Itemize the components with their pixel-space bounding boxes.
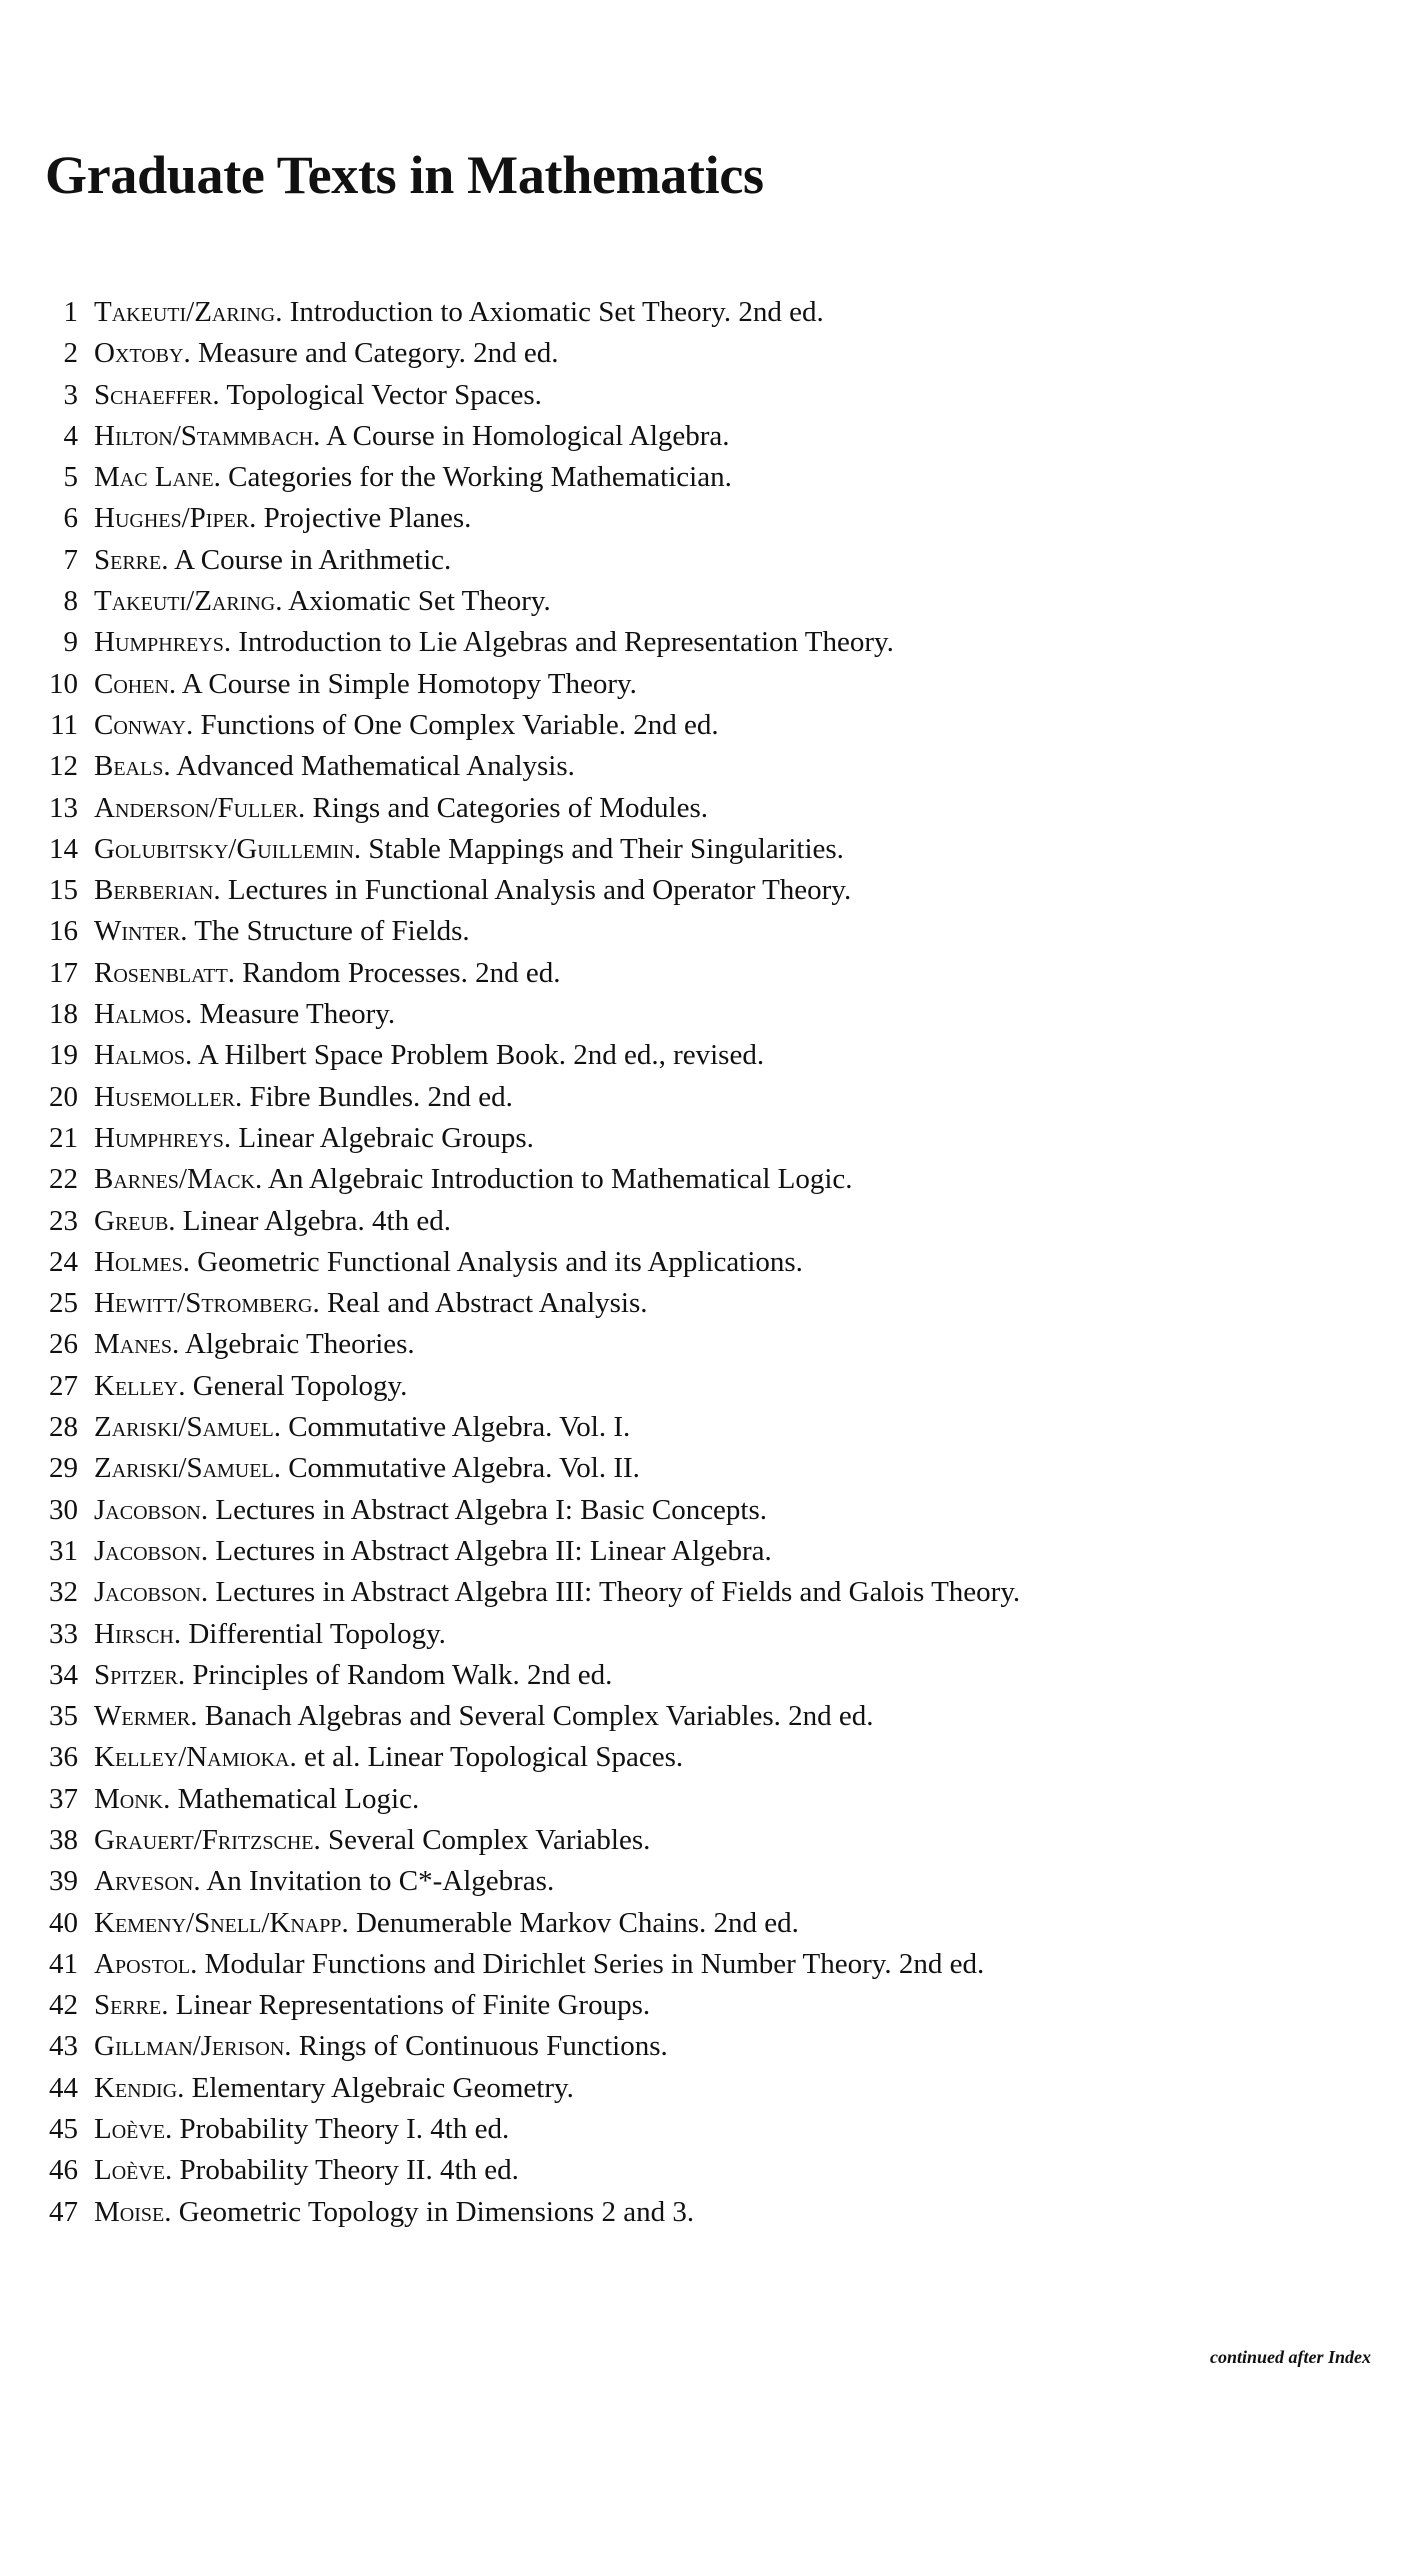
book-title: Lectures in Abstract Algebra I: Basic Concepts. — [215, 1493, 768, 1526]
book-title: The Structure of Fields. — [194, 915, 470, 948]
volume-number: 30 — [49, 1493, 78, 1526]
author-separator: . — [165, 2113, 180, 2146]
volume-number: 21 — [49, 1121, 78, 1154]
volume-number: 29 — [49, 1452, 78, 1485]
book-author: Arveson — [94, 1865, 194, 1898]
book-title: Modular Functions and Dirichlet Series in Number Theory. 2nd ed. — [204, 1947, 985, 1980]
author-separator: . — [190, 1700, 205, 1733]
book-citation — [94, 540, 451, 581]
volume-number: 28 — [49, 1411, 78, 1444]
book-citation — [94, 1903, 799, 1944]
book-author: Takeuti/Zaring — [94, 296, 276, 328]
book-title: Stable Mappings and Their Singularities. — [368, 832, 844, 865]
author-separator: . — [223, 1121, 239, 1154]
book-title: Lectures in Abstract Algebra II: Linear Algebra. — [215, 1534, 772, 1567]
author-separator: . — [341, 1906, 356, 1939]
volume-number: 26 — [49, 1328, 78, 1361]
author-separator: . — [200, 1493, 216, 1526]
author-separator: . — [182, 1245, 198, 1278]
book-author: Wermer — [94, 1700, 191, 1733]
book-citation — [94, 375, 542, 416]
book-citation — [94, 1366, 407, 1407]
volume-number: 13 — [49, 791, 78, 824]
book-title: Banach Algebras and Several Complex Variables. 2nd ed. — [204, 1700, 874, 1733]
volume-number: 46 — [49, 2154, 78, 2187]
author-separator: . — [164, 2195, 179, 2228]
author-separator: . — [185, 708, 201, 741]
book-author: Kemeny/Snell/Knapp — [94, 1906, 342, 1939]
book-citation — [94, 1407, 630, 1448]
book-citation — [94, 1985, 650, 2026]
book-title: A Course in Homological Algebra. — [326, 419, 730, 452]
book-author: Berberian — [94, 874, 214, 907]
volume-number: 23 — [49, 1204, 78, 1237]
author-separator: . — [254, 1163, 268, 1196]
book-citation — [94, 1820, 650, 1861]
book-title: Advanced Mathematical Analysis. — [176, 750, 575, 783]
book-citation — [94, 1448, 640, 1489]
volume-number: 47 — [49, 2195, 78, 2228]
book-title: Lectures in Functional Analysis and Operator Theory. — [227, 874, 852, 907]
author-separator: . — [161, 1989, 176, 2022]
volume-number: 1 — [63, 296, 78, 328]
book-title: Fibre Bundles. 2nd ed. — [249, 1080, 513, 1113]
book-citation — [94, 457, 732, 498]
volume-number: 5 — [63, 461, 78, 494]
book-title: Categories for the Working Mathematician. — [228, 461, 732, 494]
book-title: Linear Algebra. 4th ed. — [182, 1204, 451, 1237]
book-citation — [94, 1655, 612, 1696]
book-author: Hughes/Piper — [94, 502, 250, 535]
book-author: Loève — [94, 2154, 166, 2187]
book-author: Cohen — [94, 667, 169, 700]
volume-number: 37 — [49, 1782, 78, 1815]
book-title: Several Complex Variables. — [327, 1823, 651, 1856]
book-title: Linear Representations of Finite Groups. — [175, 1989, 651, 2022]
book-title: A Hilbert Space Problem Book. 2nd ed., revised. — [197, 1039, 765, 1072]
book-title: Introduction to Axiomatic Set Theory. 2nd ed. — [289, 296, 824, 328]
volume-number: 4 — [63, 419, 78, 452]
book-citation — [94, 788, 708, 829]
book-author: Zariski/Samuel — [94, 1411, 274, 1444]
author-separator: . — [178, 1369, 193, 1402]
book-title: An Invitation to C*-Algebras. — [206, 1865, 555, 1898]
book-citation — [94, 1572, 1020, 1613]
book-author: Kendig — [94, 2071, 178, 2104]
volume-number: 45 — [49, 2113, 78, 2146]
author-separator: . — [163, 750, 177, 783]
volume-number: 25 — [49, 1287, 78, 1320]
book-author: Halmos — [94, 998, 185, 1031]
volume-number: 10 — [49, 667, 78, 700]
book-author: Jacobson — [94, 1534, 201, 1567]
book-author: Rosenblatt — [94, 956, 228, 989]
book-title: Measure and Category. 2nd ed. — [197, 337, 559, 370]
book-author: Humphreys — [94, 626, 224, 659]
book-author: Hirsch — [94, 1617, 174, 1650]
author-separator: . — [313, 419, 327, 452]
book-citation — [94, 1944, 984, 1985]
book-author: Jacobson — [94, 1493, 201, 1526]
book-citation — [94, 994, 395, 1035]
author-separator: . — [289, 1741, 304, 1774]
book-author: Serre — [94, 543, 162, 576]
volume-number: 43 — [49, 2030, 78, 2063]
author-separator: . — [177, 1658, 193, 1691]
book-citation — [94, 1035, 764, 1076]
book-author: Manes — [94, 1328, 173, 1361]
author-separator: . — [161, 543, 175, 576]
book-author: Monk — [94, 1782, 164, 1815]
book-title: An Algebraic Introduction to Mathematical Logic. — [267, 1163, 853, 1196]
volume-number: 6 — [63, 502, 78, 535]
volume-number: 9 — [63, 626, 78, 659]
author-separator: . — [284, 2030, 299, 2063]
book-title: Commutative Algebra. Vol. I. — [288, 1411, 631, 1444]
book-author: Jacobson — [94, 1576, 201, 1609]
book-author: Spitzer — [94, 1658, 178, 1691]
volume-number: 33 — [49, 1617, 78, 1650]
volume-number: 44 — [49, 2071, 78, 2104]
book-title: A Course in Simple Homotopy Theory. — [181, 667, 637, 700]
book-title: Probability Theory I. 4th ed. — [179, 2113, 510, 2146]
author-separator: . — [213, 461, 229, 494]
book-author: Schaeffer — [94, 378, 213, 411]
book-citation — [94, 1118, 534, 1159]
book-title: Commutative Algebra. Vol. II. — [288, 1452, 640, 1485]
volume-number: 11 — [50, 708, 78, 741]
volume-number: 36 — [49, 1741, 78, 1774]
book-author: Winter — [94, 915, 181, 948]
book-citation — [94, 829, 844, 870]
volume-number: 8 — [63, 585, 78, 618]
book-citation — [94, 2150, 519, 2191]
book-author: Hewitt/Stromberg — [94, 1287, 313, 1320]
author-separator: . — [298, 791, 313, 824]
book-citation — [94, 664, 637, 705]
book-title: Random Processes. 2nd ed. — [242, 956, 561, 989]
volume-number: 39 — [49, 1865, 78, 1898]
book-author: Gillman/Jerison — [94, 2030, 285, 2063]
book-title: Geometric Functional Analysis and its Applications. — [197, 1245, 803, 1278]
author-separator: . — [184, 998, 200, 1031]
author-separator: . — [312, 1287, 327, 1320]
volume-number: 27 — [49, 1369, 78, 1402]
book-title: Principles of Random Walk. 2nd ed. — [192, 1658, 613, 1691]
book-title: et al. Linear Topological Spaces. — [303, 1741, 684, 1774]
book-author: Oxtoby — [94, 337, 184, 370]
volume-number: 41 — [49, 1947, 78, 1980]
book-title: Topological Vector Spaces. — [226, 378, 542, 411]
volume-number: 24 — [49, 1245, 78, 1278]
book-author: Humphreys — [94, 1121, 224, 1154]
author-separator: . — [200, 1534, 216, 1567]
author-separator: . — [275, 296, 290, 328]
author-separator: . — [193, 1865, 207, 1898]
book-author: Halmos — [94, 1039, 185, 1072]
book-citation — [94, 1614, 446, 1655]
volume-number: 42 — [49, 1989, 78, 2022]
author-separator: . — [313, 1823, 328, 1856]
volume-number: 7 — [63, 543, 78, 576]
book-author: Apostol — [94, 1947, 191, 1980]
book-author: Kelley — [94, 1369, 179, 1402]
book-citation — [94, 1861, 554, 1902]
volume-number: 32 — [49, 1576, 78, 1609]
book-citation — [94, 1201, 451, 1242]
book-title: Rings and Categories of Modules. — [312, 791, 708, 824]
author-separator: . — [249, 502, 264, 535]
book-citation — [94, 2109, 509, 2150]
author-separator: . — [273, 1411, 289, 1444]
author-separator: . — [165, 2154, 180, 2187]
book-author: Kelley/Namioka — [94, 1741, 290, 1774]
volume-number: 34 — [49, 1658, 78, 1691]
volume-number: 3 — [63, 378, 78, 411]
book-citation — [94, 2026, 668, 2067]
volume-number: 18 — [49, 998, 78, 1031]
book-author: Beals — [94, 750, 164, 783]
book-author: Anderson/Fuller — [94, 791, 299, 824]
book-title: Differential Topology. — [188, 1617, 446, 1650]
book-title: A Course in Arithmetic. — [174, 543, 452, 576]
volume-number: 35 — [49, 1700, 78, 1733]
book-citation — [94, 2068, 574, 2109]
book-author: Conway — [94, 708, 186, 741]
author-separator: . — [163, 1782, 178, 1815]
book-author: Moise — [94, 2195, 165, 2228]
author-separator: . — [168, 1204, 183, 1237]
book-citation — [94, 498, 471, 539]
volume-number: 14 — [49, 832, 78, 865]
book-citation — [94, 1324, 415, 1365]
book-citation — [94, 333, 558, 374]
book-citation — [94, 416, 730, 457]
book-title: Introduction to Lie Algebras and Representation Theory. — [238, 626, 894, 659]
author-separator: . — [212, 378, 227, 411]
book-title: Measure Theory. — [199, 998, 396, 1031]
author-separator: . — [180, 915, 195, 948]
author-separator: . — [184, 1039, 198, 1072]
book-citation — [94, 2192, 694, 2233]
book-citation — [94, 953, 560, 994]
book-citation — [94, 1696, 873, 1737]
author-separator: . — [183, 337, 198, 370]
book-citation — [94, 1077, 513, 1118]
volume-number: 20 — [49, 1080, 78, 1113]
book-title: Axiomatic Set Theory. — [288, 585, 551, 618]
book-author: Greub — [94, 1204, 169, 1237]
book-citation — [94, 1779, 419, 1820]
book-title: Linear Algebraic Groups. — [238, 1121, 534, 1154]
book-title: Elementary Algebraic Geometry. — [191, 2071, 574, 2104]
volume-number: 19 — [49, 1039, 78, 1072]
book-citation — [94, 911, 470, 952]
book-author: Mac Lane — [94, 461, 214, 494]
book-title: Mathematical Logic. — [177, 1782, 420, 1815]
volume-number: 15 — [49, 874, 78, 907]
book-title: Probability Theory II. 4th ed. — [179, 2154, 519, 2187]
volume-number: 17 — [49, 956, 78, 989]
book-author: Holmes — [94, 1245, 183, 1278]
book-citation — [94, 1283, 648, 1324]
author-separator: . — [177, 2071, 192, 2104]
book-author: Zariski/Samuel — [94, 1452, 274, 1485]
book-author: Hilton/Stammbach — [94, 419, 314, 452]
book-citation — [94, 622, 894, 663]
volume-number: 12 — [49, 750, 78, 783]
author-separator: . — [190, 1947, 205, 1980]
volume-number: 31 — [49, 1534, 78, 1567]
book-citation — [94, 705, 719, 746]
book-title: Rings of Continuous Functions. — [298, 2030, 668, 2063]
book-title: Projective Planes. — [263, 502, 472, 535]
book-title: General Topology. — [192, 1369, 408, 1402]
book-title: Lectures in Abstract Algebra III: Theory of Fields and Galois Theory. — [215, 1576, 1021, 1609]
author-separator: . — [172, 1328, 185, 1361]
author-separator: . — [353, 832, 369, 865]
book-title: Functions of One Complex Variable. 2nd ed. — [200, 708, 719, 741]
author-separator: . — [173, 1617, 189, 1650]
book-citation — [94, 746, 575, 787]
book-title: Geometric Topology in Dimensions 2 and 3. — [178, 2195, 695, 2228]
book-title: Algebraic Theories. — [184, 1328, 415, 1361]
book-citation — [94, 292, 824, 333]
book-citation — [94, 581, 551, 622]
book-author: Loève — [94, 2113, 166, 2146]
book-citation — [94, 870, 851, 911]
author-separator: . — [275, 585, 289, 618]
book-title: Denumerable Markov Chains. 2nd ed. — [355, 1906, 799, 1939]
author-separator: . — [213, 874, 228, 907]
author-separator: . — [234, 1080, 250, 1113]
book-citation — [94, 1490, 767, 1531]
book-author: Golubitsky/Guillemin — [94, 832, 354, 865]
book-author: Husemoller — [94, 1080, 235, 1113]
author-separator: . — [273, 1452, 289, 1485]
page-title: Graduate Texts in Mathematics — [45, 145, 764, 205]
volume-number: 22 — [49, 1163, 78, 1196]
book-author: Serre — [94, 1989, 162, 2022]
book-author: Takeuti/Zaring — [94, 585, 276, 618]
book-title: Real and Abstract Analysis. — [326, 1287, 648, 1320]
author-separator: . — [223, 626, 239, 659]
volume-number: 38 — [49, 1823, 78, 1856]
book-citation — [94, 1531, 772, 1572]
author-separator: . — [168, 667, 182, 700]
author-separator: . — [227, 956, 243, 989]
book-citation — [94, 1242, 803, 1283]
book-author: Grauert/Fritzsche — [94, 1823, 314, 1856]
volume-number: 2 — [63, 337, 78, 370]
author-separator: . — [200, 1576, 216, 1609]
volume-number: 40 — [49, 1906, 78, 1939]
book-citation — [94, 1737, 683, 1778]
book-author: Barnes/Mack — [94, 1163, 255, 1196]
volume-number: 16 — [49, 915, 78, 948]
continued-note: continued after Index — [1210, 2347, 1372, 2367]
book-citation — [94, 1159, 853, 1200]
